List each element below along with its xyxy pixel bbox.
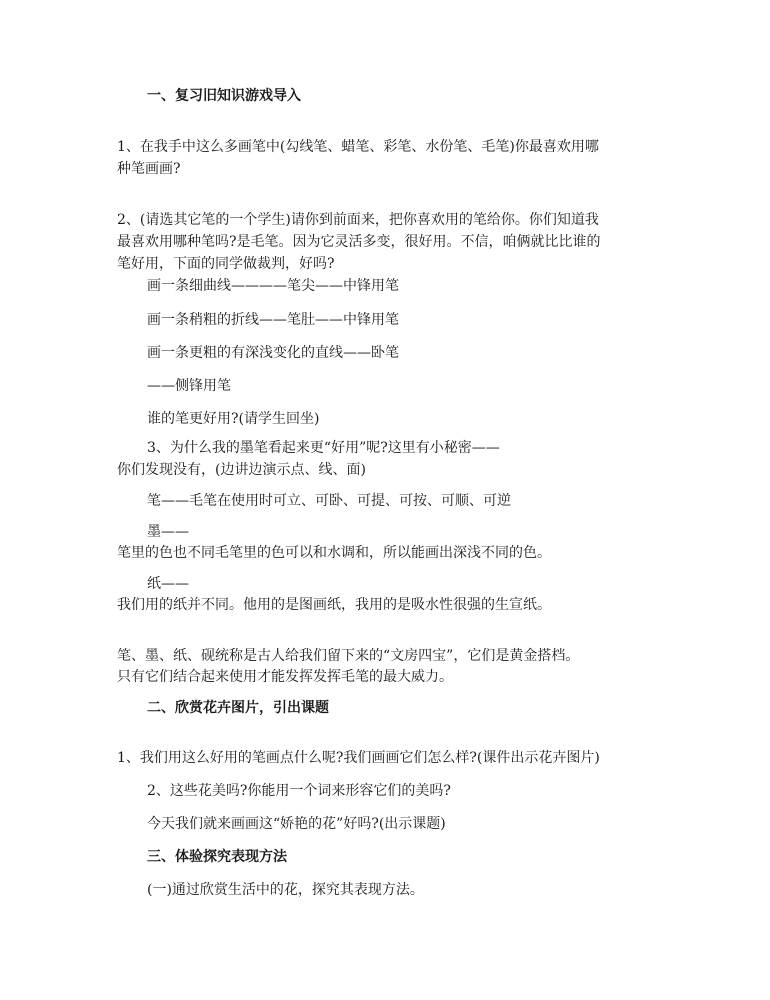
step-question: 谁的笔更好用?(请学生回坐) (147, 411, 320, 427)
ink-item-label: 墨—— (147, 524, 189, 540)
brush-item: 笔——毛笔在使用时可立、可卧、可提、可按、可顺、可逆 (147, 493, 511, 509)
step-straight-line: 画一条更粗的有深浅变化的直线——卧笔 (147, 345, 399, 361)
paragraph-3-line-2: 你们发现没有，(边讲边演示点、线、面) (117, 462, 366, 478)
paragraph-1-line-2: 种笔画画? (117, 161, 181, 177)
section-heading-1: 一、复习旧知识游戏导入 (147, 88, 301, 104)
subsection-1: (一)通过欣赏生活中的花，探究其表现方法。 (147, 882, 424, 898)
section-heading-2: 二、欣赏花卉图片，引出课题 (147, 700, 329, 716)
step-fold-line: 画一条稍粗的折线——笔肚——中锋用笔 (147, 312, 399, 328)
paragraph-2-line-3: 笔好用，下面的同学做裁判，好吗? (117, 256, 335, 272)
paragraph-1-line-1: 1、在我手中这么多画笔中(勾线笔、蜡笔、彩笔、水份笔、毛笔)你最喜欢用哪 (117, 139, 599, 155)
paragraph-3-line-1: 3、为什么我的墨笔看起来更“好用”呢?这里有小秘密—— (147, 440, 500, 456)
question-2: 2、这些花美吗?你能用一个词来形容它们的美吗? (147, 783, 451, 799)
ink-item-text: 笔里的色也不同毛笔里的色可以和水调和，所以能画出深浅不同的色。 (117, 545, 551, 561)
paper-item-text: 我们用的纸并不同。他用的是图画纸，我用的是吸水性很强的生宣纸。 (117, 597, 551, 613)
question-3: 今天我们就来画画这“娇艳的花”好吗?(出示课题) (147, 816, 446, 832)
paragraph-2-line-1: 2、(请选其它笔的一个学生)请你到前面来，把你喜欢用的笔给你。你们知道我 (117, 212, 599, 228)
step-side-brush: ——侧锋用笔 (147, 378, 231, 394)
section-heading-3: 三、体验探究表现方法 (147, 849, 287, 865)
step-thin-curve: 画一条细曲线————笔尖——中锋用笔 (147, 278, 399, 294)
paragraph-4-line-2: 只有它们结合起来使用才能发挥发挥毛笔的最大威力。 (117, 669, 453, 685)
question-1: 1、我们用这么好用的笔画点什么呢?我们画画它们怎么样?(课件出示花卉图片) (117, 750, 600, 766)
paragraph-2-line-2: 最喜欢用哪种笔吗?是毛笔。因为它灵活多变，很好用。不信，咱俩就比比谁的 (117, 234, 601, 250)
paper-item-label: 纸—— (147, 576, 189, 592)
paragraph-4-line-1: 笔、墨、纸、砚统称是古人给我们留下来的“文房四宝”，它们是黄金搭档。 (117, 648, 580, 664)
